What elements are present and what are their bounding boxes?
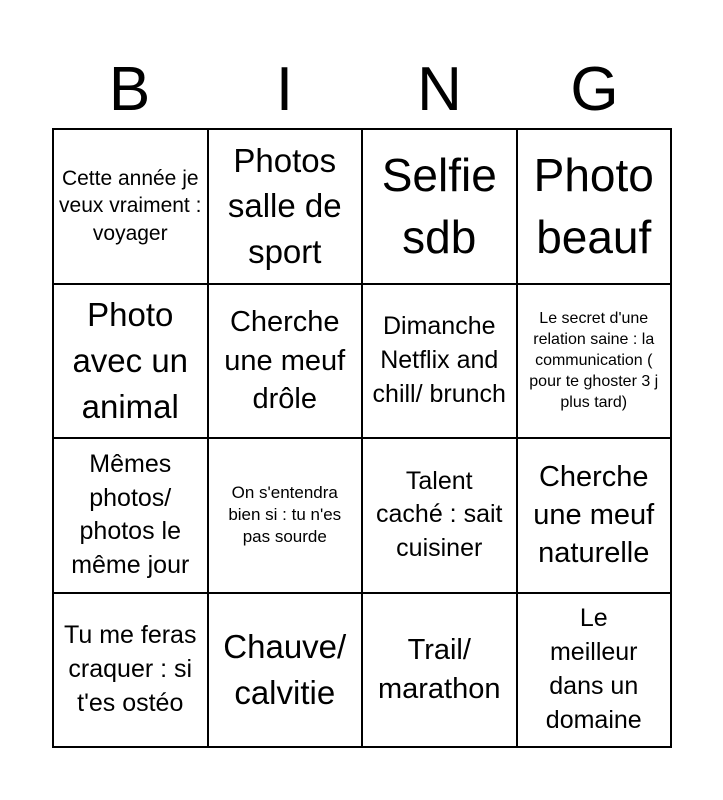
bingo-cell-text: Mêmes photos/ photos le même jour: [71, 449, 190, 579]
bingo-cell[interactable]: [518, 594, 673, 749]
bingo-cell-text: Selfie sdb: [381, 149, 497, 264]
bingo-cell[interactable]: [518, 130, 673, 285]
header-letter-b: B: [108, 55, 151, 124]
bingo-cell[interactable]: [209, 130, 364, 285]
bingo-cell-text: Cherche une meuf drôle: [224, 306, 346, 415]
header-letter-n: N: [417, 55, 462, 124]
bingo-cell[interactable]: [54, 285, 209, 440]
bingo-cell[interactable]: [209, 439, 364, 594]
bingo-cell[interactable]: [363, 285, 518, 440]
bingo-header: [52, 52, 672, 128]
bingo-cell[interactable]: [54, 439, 209, 594]
bingo-cell-text: Le secret d'une relation saine : la communication ( pour te ghoster 3 j plus tard): [529, 309, 659, 412]
bingo-cell[interactable]: [518, 285, 673, 440]
bingo-cell-text: Dimanche Netflix and chill/ brunch: [372, 312, 506, 408]
bingo-cell-text: Photo avec un animal: [72, 296, 189, 425]
header-letter-g: G: [570, 55, 619, 124]
bingo-grid: [52, 128, 672, 748]
bingo-cell-text: On s'entendra bien si : tu n'es pas sourde: [228, 482, 342, 547]
bingo-cell[interactable]: [209, 285, 364, 440]
bingo-cell[interactable]: [54, 130, 209, 285]
bingo-cell-text: Photos salle de sport: [227, 141, 342, 271]
bingo-cell[interactable]: [518, 439, 673, 594]
bingo-cell-text: Tu me feras craquer : si t'es ostéo: [64, 621, 197, 717]
bingo-cell[interactable]: [54, 594, 209, 749]
bingo-cell[interactable]: [363, 594, 518, 749]
bingo-cell-text: Chauve/ calvitie: [223, 628, 347, 711]
bingo-cell[interactable]: [363, 130, 518, 285]
header-letter-i: I: [275, 55, 294, 124]
bingo-cell[interactable]: [209, 594, 364, 749]
bingo-cell-text: Le meilleur dans un domaine: [545, 604, 642, 734]
bingo-cell[interactable]: [363, 439, 518, 594]
bingo-cell-text: Talent caché : sait cuisiner: [376, 466, 503, 563]
bingo-cell-text: Photo beauf: [533, 149, 654, 264]
bingo-cell-text: Cette année je veux vraiment : voyager: [59, 166, 202, 246]
bingo-cell-text: Trail/ marathon: [377, 634, 501, 705]
bingo-cell-text: Cherche une meuf naturelle: [533, 460, 655, 570]
